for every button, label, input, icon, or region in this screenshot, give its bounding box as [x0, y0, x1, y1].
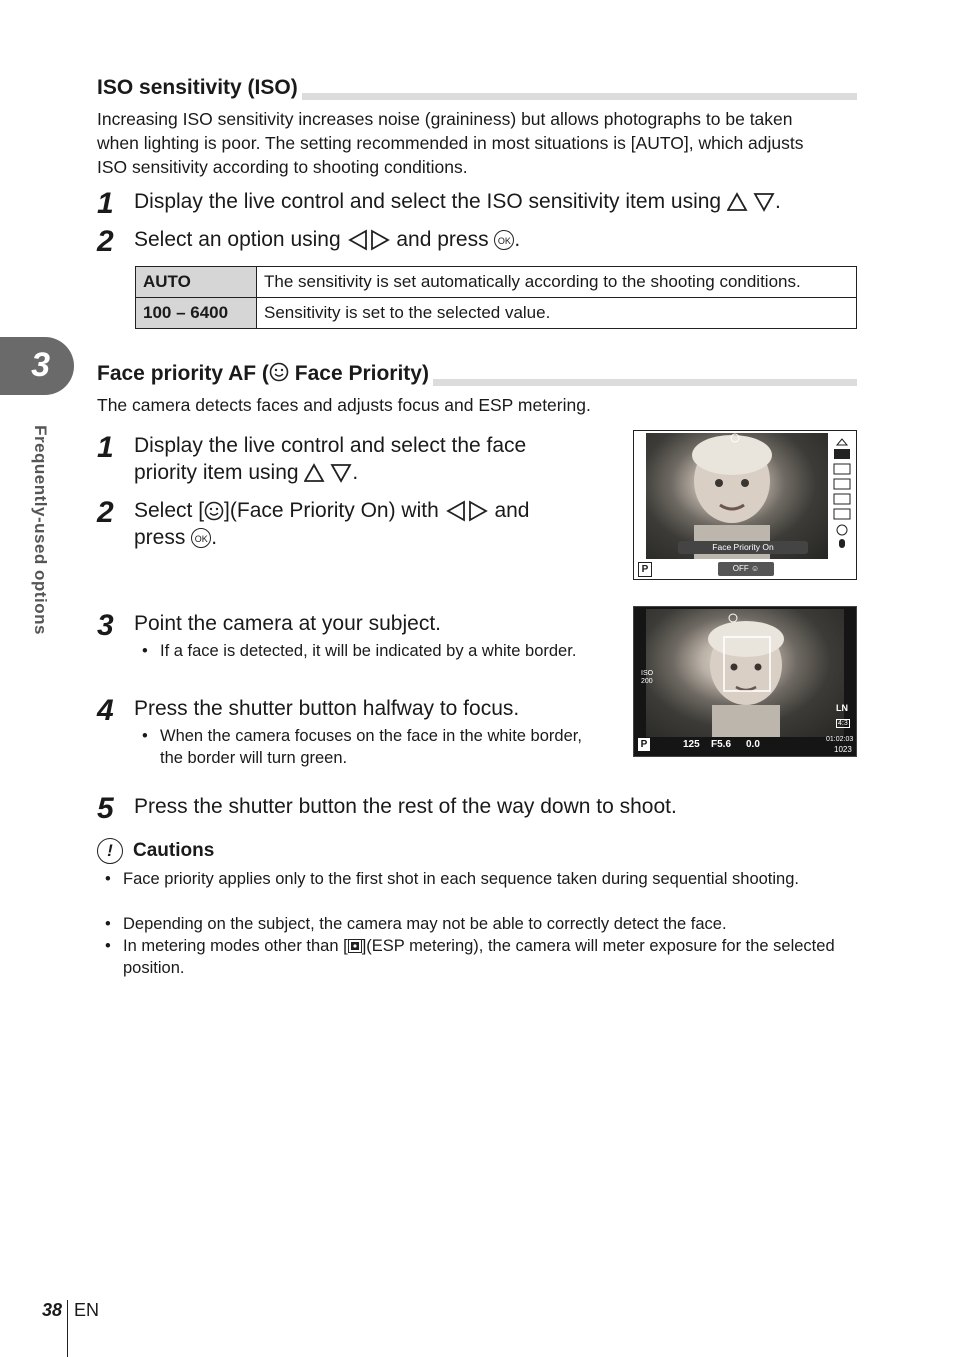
- exposure-compensation: 0.0: [746, 739, 760, 750]
- shooting-screenshot: [633, 606, 857, 757]
- face-icon: [204, 501, 224, 521]
- esp-metering-icon: [348, 939, 362, 953]
- subject-photo: [646, 609, 844, 737]
- cautions-title: Cautions: [133, 840, 215, 861]
- table-row: [136, 267, 857, 298]
- side-menu: [828, 433, 856, 559]
- face-step-3: Point the camera at your subject.: [134, 612, 441, 635]
- table-row: [136, 298, 857, 329]
- mode-p-indicator: P: [638, 738, 650, 751]
- recording-time: 01:02:03: [826, 736, 854, 743]
- shots-remaining: 1023: [834, 745, 852, 754]
- face-step-5: Press the shutter button the rest of the way down to shoot.: [134, 795, 677, 818]
- shutter-speed: 125: [683, 739, 700, 750]
- up-down-arrows-icon: [727, 191, 775, 213]
- face-section-title: Face priority AF ( Face Priority): [97, 362, 433, 386]
- left-right-arrows-icon: [445, 500, 489, 522]
- table-value: The sensitivity is set automatically according to the shooting conditions.: [257, 267, 857, 298]
- face-step-3-bullet: • If a face is detected, it will be indicated by a white border.: [142, 642, 577, 660]
- face-step-1: Display the live control and select the face priority item using .: [134, 434, 527, 484]
- iso-step-1-number: 1: [97, 187, 114, 220]
- aperture-value: F5.6: [711, 739, 732, 750]
- face-step-1-number: 1: [97, 431, 114, 464]
- iso-section-title: ISO sensitivity (ISO): [97, 76, 302, 100]
- face-step-3-number: 3: [97, 609, 114, 642]
- live-control-screenshot: [633, 430, 857, 580]
- iso-readout: ISO 200: [641, 670, 654, 685]
- child-photo-graphic: [646, 609, 844, 737]
- option-selector: OFF ☺: [718, 562, 774, 576]
- ok-button-icon: OK: [494, 230, 514, 250]
- language-label: EN: [74, 1300, 100, 1320]
- face-icon: [269, 362, 289, 382]
- caution-item: • In metering modes other than [ ](ESP metering), the camera will meter exposure for the selected position.: [105, 937, 835, 977]
- ok-button-icon: OK: [191, 528, 211, 548]
- face-indicator-icon: [728, 610, 738, 628]
- face-indicator-icon: [730, 433, 740, 445]
- face-section-header: [97, 358, 857, 388]
- face-step-2-number: 2: [97, 496, 114, 529]
- face-step-4-number: 4: [97, 694, 114, 727]
- chapter-tab: [0, 337, 74, 395]
- face-step-5-number: 5: [97, 792, 114, 825]
- iso-step-1: Display the live control and select the ISO sensitivity item using .: [134, 190, 781, 213]
- table-key: AUTO: [136, 267, 257, 298]
- caution-item: • Face priority applies only to the first shot in each sequence taken during sequential shooting.: [105, 870, 799, 888]
- iso-options-table: [135, 266, 857, 329]
- face-intro: The camera detects faces and adjusts focus and ESP metering.: [97, 395, 591, 415]
- caution-item: • Depending on the subject, the camera may not be able to correctly detect the face.: [105, 915, 727, 933]
- face-step-4-bullet: • When the camera focuses on the face in the white border, the border will turn green.: [142, 727, 582, 767]
- iso-step-2: Select an option using and press OK .: [134, 228, 521, 251]
- face-step-2: Select [ ](Face Priority On) with and press OK .: [134, 499, 530, 549]
- table-value: Sensitivity is set to the selected value.: [257, 298, 857, 329]
- footer-divider: [67, 1300, 68, 1357]
- face-priority-banner: Face Priority On: [678, 541, 808, 554]
- iso-step-2-number: 2: [97, 225, 114, 258]
- page-number: 38: [42, 1300, 63, 1320]
- iso-intro: Increasing ISO sensitivity increases noise (graininess) but allows photographs to be taken when lighting is poor. The setting recommended in most situations is [AUTO], which adjusts ISO sensitivity according to shooting conditions.: [97, 109, 804, 177]
- mode-p-indicator: P: [638, 562, 652, 577]
- caution-icon: !: [97, 838, 123, 864]
- chapter-number: 3: [31, 346, 50, 384]
- table-key: 100 – 6400: [136, 298, 257, 329]
- aspect-indicator: 4:3: [838, 720, 848, 727]
- face-step-4: Press the shutter button halfway to focus.: [134, 697, 520, 720]
- iso-section-header: [97, 72, 857, 102]
- up-down-arrows-icon: [304, 462, 352, 484]
- quality-indicator: LN: [836, 703, 848, 713]
- left-right-arrows-icon: [347, 229, 391, 251]
- iso-step-1-text: Display the live control and select the ISO sensitivity item using: [134, 190, 722, 213]
- live-control-icons: [828, 433, 856, 559]
- chapter-label: Frequently-used options: [31, 425, 50, 635]
